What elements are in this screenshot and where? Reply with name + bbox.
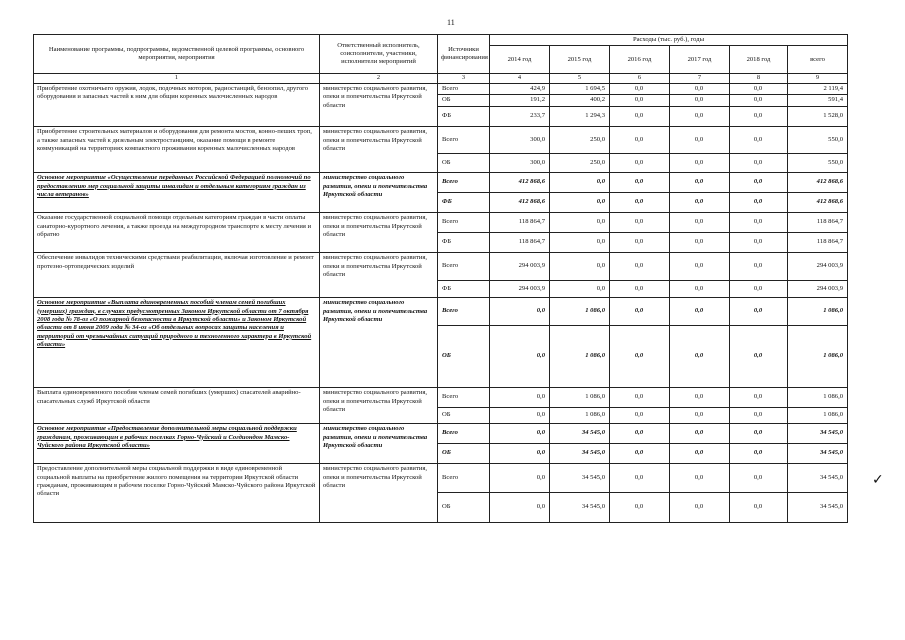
expense-value: 412 868,6 (788, 193, 848, 213)
expense-value: 0,0 (610, 444, 670, 464)
expense-value: 0,0 (730, 213, 788, 233)
funding-source: Всего (438, 388, 490, 408)
header-year: 2016 год (610, 46, 670, 74)
expense-value: 0,0 (610, 493, 670, 523)
expense-value: 0,0 (670, 493, 730, 523)
expense-value: 0,0 (490, 326, 550, 388)
expense-value: 0,0 (610, 127, 670, 154)
funding-source: ФБ (438, 107, 490, 127)
expense-value: 0,0 (730, 424, 788, 444)
expense-value: 0,0 (730, 281, 788, 298)
funding-source: ФБ (438, 281, 490, 298)
expense-value: 550,0 (788, 154, 848, 173)
header-executor: Ответственный исполнитель, соисполнители, участники, исполнители мероприятий (320, 35, 438, 74)
expense-value: 0,0 (670, 281, 730, 298)
expense-value: 0,0 (490, 408, 550, 424)
expense-value: 0,0 (730, 388, 788, 408)
expense-value: 0,0 (670, 388, 730, 408)
column-index: 9 (788, 74, 848, 83)
column-index: 7 (670, 74, 730, 83)
table-row (34, 424, 848, 444)
funding-source: ФБ (438, 193, 490, 213)
funding-source: Всего (438, 253, 490, 281)
funding-source: ФБ (438, 233, 490, 253)
expense-value: 0,0 (730, 464, 788, 493)
measure-name: Выплата единовременного пособия членам семей погибших (умерших) спасателей аварийно-спасательных служб Иркутской области (34, 388, 320, 424)
funding-source: ОБ (438, 154, 490, 173)
column-index: 4 (490, 74, 550, 83)
expense-value: 34 545,0 (550, 424, 610, 444)
funding-source: Всего (438, 213, 490, 233)
expense-value: 0,0 (610, 95, 670, 107)
expense-value: 34 545,0 (788, 464, 848, 493)
column-index: 5 (550, 74, 610, 83)
expense-value: 294 003,9 (490, 253, 550, 281)
expense-value: 0,0 (670, 464, 730, 493)
table-row (34, 173, 848, 193)
measure-name: Приобретение строительных материалов и оборудования для ремонта мостов, конно-пеших троп, а также запасных частей к дизельным электростанциям, оказание помощи в ремонте коммуникаций на территориях компактного проживания коренных малочисленных народов (34, 127, 320, 173)
expense-value: 0,0 (730, 154, 788, 173)
expenses-table (33, 34, 848, 523)
header-year: 2014 год (490, 46, 550, 74)
expense-value: 118 864,7 (788, 213, 848, 233)
funding-source: Всего (438, 424, 490, 444)
funding-source: ОБ (438, 493, 490, 523)
executor-name: министерство социального развития, опеки и попечительства Иркутской области (320, 298, 438, 388)
expense-value: 34 545,0 (788, 444, 848, 464)
table-row (34, 464, 848, 493)
expense-value: 118 864,7 (788, 233, 848, 253)
funding-source: ОБ (438, 408, 490, 424)
expense-value: 0,0 (670, 326, 730, 388)
expense-value: 34 545,0 (550, 464, 610, 493)
funding-source: Всего (438, 464, 490, 493)
expense-value: 0,0 (550, 253, 610, 281)
funding-source: ОБ (438, 95, 490, 107)
header-year: 2015 год (550, 46, 610, 74)
funding-source: ОБ (438, 326, 490, 388)
column-index: 1 (34, 74, 320, 83)
expense-value: 424,9 (490, 83, 550, 94)
expense-value: 0,0 (670, 107, 730, 127)
expense-value: 1 528,0 (788, 107, 848, 127)
expense-value: 34 545,0 (550, 444, 610, 464)
expense-value: 0,0 (610, 233, 670, 253)
expense-value: 0,0 (490, 388, 550, 408)
expense-value: 0,0 (730, 493, 788, 523)
expense-value: 1 694,5 (550, 83, 610, 94)
page-number: 11 (447, 18, 455, 27)
expense-value: 0,0 (610, 464, 670, 493)
expense-value: 0,0 (730, 408, 788, 424)
measure-name: Предоставление дополнительной меры социальной поддержки в виде единовременной социальной выплаты на приобретение жилого помещения на территории Иркутской области гражданам, проживающим в рабочем поселке Горно-Чуйский Мамско-Чуйского района Иркутской области (34, 464, 320, 523)
expense-value: 34 545,0 (788, 493, 848, 523)
expense-value: 0,0 (670, 95, 730, 107)
expense-value: 233,7 (490, 107, 550, 127)
expense-value: 412 868,6 (490, 193, 550, 213)
expense-value: 0,0 (670, 424, 730, 444)
expense-value: 0,0 (670, 233, 730, 253)
expense-value: 0,0 (610, 83, 670, 94)
expense-value: 1 086,0 (788, 408, 848, 424)
expense-value: 0,0 (730, 326, 788, 388)
expense-value: 0,0 (670, 193, 730, 213)
expense-value: 0,0 (490, 424, 550, 444)
expense-value: 0,0 (670, 173, 730, 193)
expense-value: 300,0 (490, 127, 550, 154)
executor-name: министерство социального развития, опеки и попечительства Иркутской области (320, 253, 438, 298)
expense-value: 0,0 (670, 253, 730, 281)
table-row (34, 253, 848, 281)
expense-value: 0,0 (610, 107, 670, 127)
expense-value: 34 545,0 (550, 493, 610, 523)
expense-value: 400,2 (550, 95, 610, 107)
expense-value: 0,0 (610, 193, 670, 213)
expense-value: 0,0 (610, 408, 670, 424)
expense-value: 250,0 (550, 154, 610, 173)
expense-value: 0,0 (730, 253, 788, 281)
expense-value: 300,0 (490, 154, 550, 173)
expense-value: 0,0 (610, 388, 670, 408)
executor-name: министерство социального развития, опеки и попечительства Иркутской области (320, 173, 438, 213)
expense-value: 1 086,0 (788, 326, 848, 388)
expense-value: 0,0 (550, 233, 610, 253)
expense-value: 0,0 (490, 464, 550, 493)
executor-name: министерство социального развития, опеки и попечительства Иркутской области (320, 464, 438, 523)
expense-value: 0,0 (490, 298, 550, 326)
expense-value: 0,0 (670, 213, 730, 233)
expense-value: 0,0 (730, 107, 788, 127)
expense-value: 0,0 (610, 213, 670, 233)
measure-name: Основное мероприятие «Выплата единовременных пособий членам семей погибших (умерших) граждан, в случаях предусмотренных Законом Иркутской области от 7 октября 2008 года № 78-оз «О пожарной безопасности в Иркутской области» и Законом Иркутской области от 8 июня 2009 года № 34-оз «Об отдельных вопросах защиты населения и территорий от чрезвычайных ситуаций природного и техногенного характера в Иркутской области» (34, 298, 320, 388)
executor-name: министерство социального развития, опеки и попечительства Иркутской области (320, 213, 438, 253)
expense-value: 0,0 (670, 154, 730, 173)
expense-value: 250,0 (550, 127, 610, 154)
header-year: всего (788, 46, 848, 74)
expense-value: 191,2 (490, 95, 550, 107)
expense-value: 294 003,9 (490, 281, 550, 298)
expense-value: 0,0 (670, 408, 730, 424)
measure-name: Основное мероприятие «Осуществление переданных Российской Федерацией полномочий по предоставлению мер социальной защиты инвалидам и отдельным категориям граждан из числа ветеранов» (34, 173, 320, 213)
expense-value: 0,0 (670, 83, 730, 94)
expense-value: 294 003,9 (788, 253, 848, 281)
expense-value: 2 119,4 (788, 83, 848, 94)
expense-value: 0,0 (670, 127, 730, 154)
expense-value: 0,0 (730, 193, 788, 213)
expense-value: 0,0 (610, 424, 670, 444)
expense-value: 550,0 (788, 127, 848, 154)
expense-value: 0,0 (610, 298, 670, 326)
expense-value: 412 868,6 (490, 173, 550, 193)
measure-name: Основное мероприятие «Предоставление дополнительной меры социальной поддержки гражданам, проживающим в рабочих поселках Горно-Чуйский и Согдиондон Мамско-Чуйского района Иркутской области» (34, 424, 320, 464)
header-year: 2017 год (670, 46, 730, 74)
measure-name: Приобретение охотничьего оружия, лодок, подочных моторов, радиостанций, бензопил, другого оборудования и запасных частей к ним для общин коренных малочисленных народов (34, 83, 320, 126)
executor-name: министерство социального развития, опеки и попечительства Иркутской области (320, 83, 438, 126)
funding-source: Всего (438, 173, 490, 193)
table-row (34, 127, 848, 154)
expense-value: 0,0 (550, 281, 610, 298)
expense-value: 0,0 (610, 253, 670, 281)
expense-value: 0,0 (730, 444, 788, 464)
expense-value: 0,0 (610, 154, 670, 173)
expense-value: 1 086,0 (550, 326, 610, 388)
expense-value: 0,0 (670, 444, 730, 464)
executor-name: министерство социального развития, опеки и попечительства Иркутской области (320, 424, 438, 464)
expense-value: 1 086,0 (788, 388, 848, 408)
funding-source: Всего (438, 127, 490, 154)
expense-value: 0,0 (550, 213, 610, 233)
column-index: 6 (610, 74, 670, 83)
expense-value: 0,0 (610, 281, 670, 298)
funding-source: ОБ (438, 444, 490, 464)
expense-value: 34 545,0 (788, 424, 848, 444)
expense-value: 0,0 (730, 83, 788, 94)
measure-name: Обеспечение инвалидов техническими средствами реабилитации, включая изготовление и ремонт протезно-ортопедических изделий (34, 253, 320, 298)
expense-value: 0,0 (730, 95, 788, 107)
expense-value: 0,0 (490, 444, 550, 464)
table-row (34, 388, 848, 408)
expense-value: 412 868,6 (788, 173, 848, 193)
table-row (34, 298, 848, 326)
expense-value: 0,0 (670, 298, 730, 326)
expense-value: 118 864,7 (490, 213, 550, 233)
header-expenses: Расходы (тыс. руб.), годы (490, 35, 848, 46)
expense-value: 1 086,0 (550, 408, 610, 424)
expense-value: 0,0 (550, 173, 610, 193)
header-name: Наименование программы, подпрограммы, ведомственной целевой программы, основного мероприятия, мероприятия (34, 35, 320, 74)
executor-name: министерство социального развития, опеки и попечительства Иркутской области (320, 127, 438, 173)
expense-value: 118 864,7 (490, 233, 550, 253)
header-year: 2018 год (730, 46, 788, 74)
table-row (34, 213, 848, 233)
expense-value: 0,0 (610, 173, 670, 193)
table-row (34, 83, 848, 94)
column-index: 2 (320, 74, 438, 83)
expense-value: 0,0 (610, 326, 670, 388)
column-index: 8 (730, 74, 788, 83)
executor-name: министерство социального развития, опеки и попечительства Иркутской области (320, 388, 438, 424)
handwritten-check-mark: ✓ (872, 472, 884, 488)
expense-value: 0,0 (730, 127, 788, 154)
expense-value: 0,0 (730, 298, 788, 326)
expense-value: 0,0 (730, 233, 788, 253)
expense-value: 1 086,0 (550, 298, 610, 326)
column-index: 3 (438, 74, 490, 83)
expense-value: 1 294,3 (550, 107, 610, 127)
expense-value: 1 086,0 (788, 298, 848, 326)
expense-value: 0,0 (730, 173, 788, 193)
expense-value: 591,4 (788, 95, 848, 107)
expense-value: 294 003,9 (788, 281, 848, 298)
measure-name: Оказание государственной социальной помощи отдельным категориям граждан в части оплаты санаторно-курортного лечения, а также проезда на междугородном транспорте к месту лечения и обратно (34, 213, 320, 253)
expense-value: 1 086,0 (550, 388, 610, 408)
expense-value: 0,0 (490, 493, 550, 523)
header-source: Источники финансирования (438, 35, 490, 74)
funding-source: Всего (438, 83, 490, 94)
funding-source: Всего (438, 298, 490, 326)
expense-value: 0,0 (550, 193, 610, 213)
